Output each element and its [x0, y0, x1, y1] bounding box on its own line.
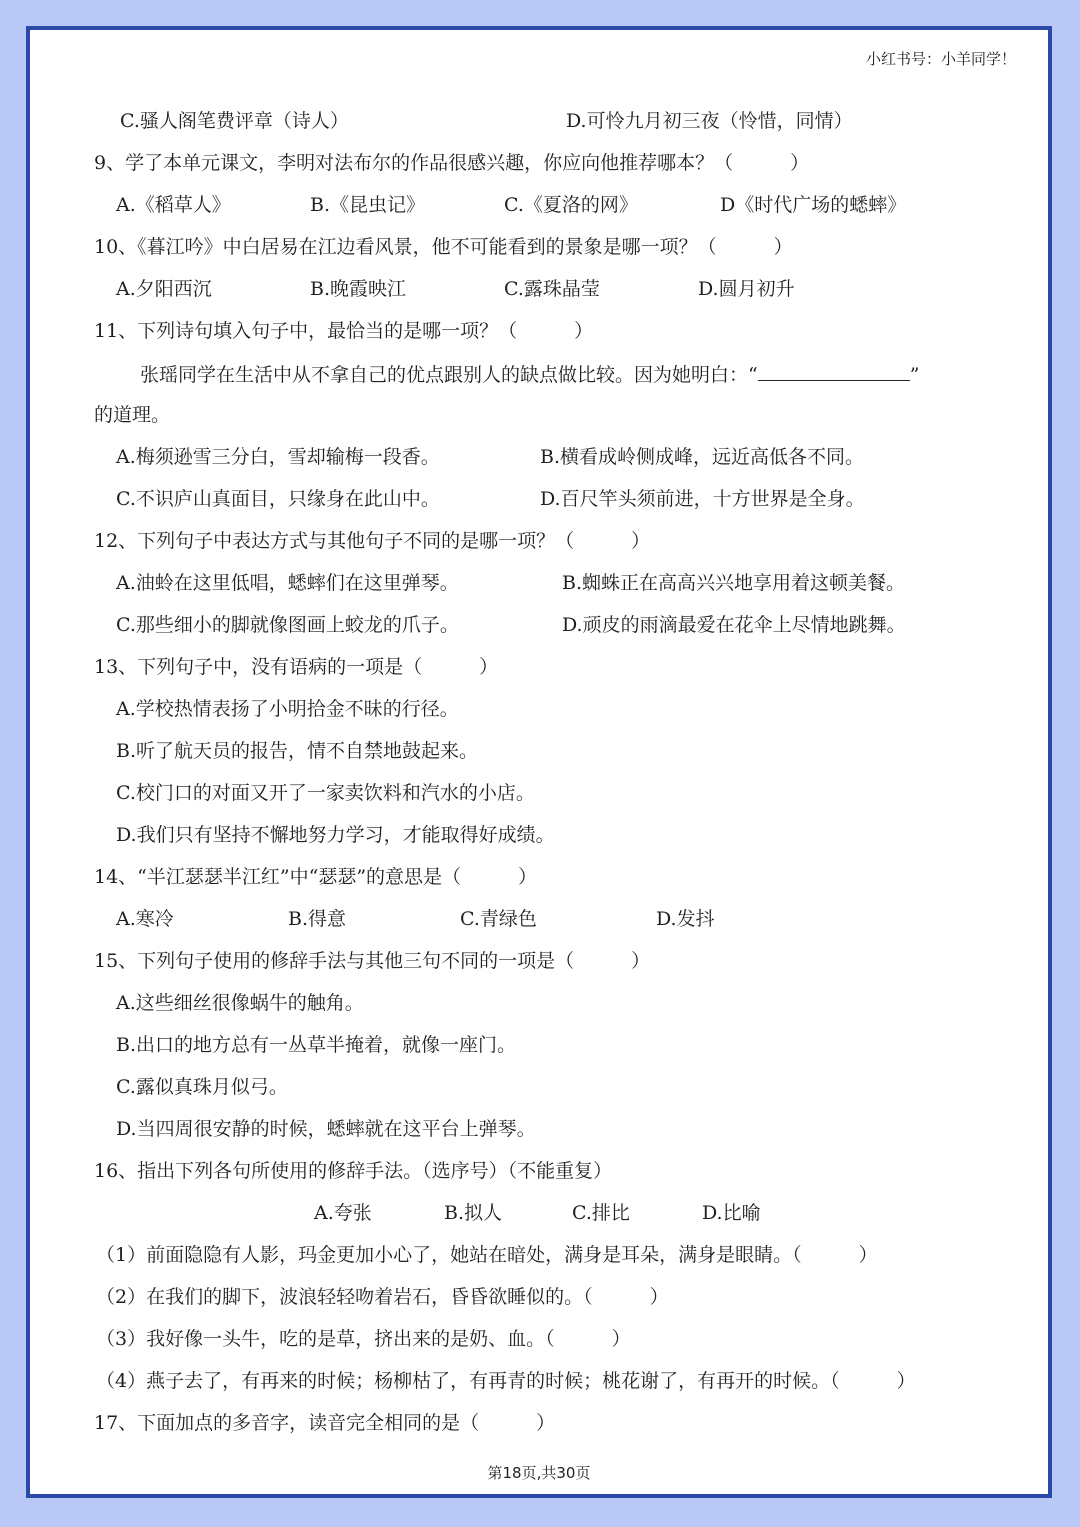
q16-item-4: （4）燕子去了，有再来的时候；杨柳枯了，有再青的时候；桃花谢了，有再开的时候。（ ）: [96, 1370, 916, 1392]
q10-option-c: C.露珠晶莹: [504, 278, 600, 300]
q11-option-d: D.百尺竿头须前进，十方世界是全身。: [540, 488, 865, 510]
q12-option-a: A.油蛉在这里低唱，蟋蟀们在这里弹琴。: [116, 572, 459, 594]
q8-option-c: C.骚人阁笔费评章（诗人）: [120, 110, 349, 132]
q11-context-line: [140, 360, 919, 388]
q9-option-c: C.《夏洛的网》: [504, 194, 638, 216]
q16-choice-d: D.比喻: [702, 1202, 761, 1224]
q14-option-a: A.寒冷: [116, 908, 174, 930]
q13-stem: 13、下列句子中，没有语病的一项是（ ）: [94, 656, 499, 678]
q16-item-3: （3）我好像一头牛，吃的是草，挤出来的是奶、血。（ ）: [96, 1328, 631, 1350]
q8-option-d: D.可怜九月初三夜（怜惜，同情）: [566, 110, 853, 132]
q17-stem: 17、下面加点的多音字，读音完全相同的是（ ）: [94, 1412, 556, 1434]
q9-option-a: A.《稻草人》: [116, 194, 231, 216]
q16-item-1: （1）前面隐隐有人影，玛金更加小心了，她站在暗处，满身是耳朵，满身是眼睛。（ ）: [96, 1244, 878, 1266]
q11-stem: 11、下列诗句填入句子中，最恰当的是哪一项？（ ）: [94, 320, 594, 342]
q10-option-a: A.夕阳西沉: [116, 278, 212, 300]
q14-option-c: C.青绿色: [460, 908, 537, 930]
q16-choice-b: B.拟人: [444, 1202, 503, 1224]
header-note: 小红书号：小羊同学！: [865, 50, 1016, 68]
q14-stem: 14、“半江瑟瑟半江红”中“瑟瑟”的意思是（ ）: [94, 866, 538, 888]
q11-option-c: C.不识庐山真面目，只缘身在此山中。: [116, 488, 440, 510]
q15-option-c: C.露似真珠月似弓。: [116, 1076, 288, 1098]
q12-option-d: D.顽皮的雨滴最爱在花伞上尽情地跳舞。: [562, 614, 906, 636]
q12-option-b: B.蜘蛛正在高高兴兴地享用着这顿美餐。: [562, 572, 906, 594]
q16-item-2: （2）在我们的脚下，波浪轻轻吻着岩石，昏昏欲睡似的。（ ）: [96, 1286, 669, 1308]
document-page: [26, 26, 1052, 1498]
q11-option-b: B.横看成岭侧成峰，远近高低各不同。: [540, 446, 865, 468]
q13-option-d: D.我们只有坚持不懈地努力学习，才能取得好成绩。: [116, 824, 555, 846]
q12-option-c: C.那些细小的脚就像图画上蛟龙的爪子。: [116, 614, 459, 636]
q14-option-b: B.得意: [288, 908, 347, 930]
q10-stem: 10、《暮江吟》中白居易在江边看风景，他不可能看到的景象是哪一项？（ ）: [94, 236, 793, 258]
q16-stem: 16、指出下列各句所使用的修辞手法。（选序号）（不能重复）: [94, 1160, 613, 1182]
q10-option-b: B.晚霞映江: [310, 278, 407, 300]
q13-option-b: B.听了航天员的报告，情不自禁地鼓起来。: [116, 740, 479, 762]
q11-answer-blank[interactable]: [758, 360, 910, 381]
q16-choice-c: C.排比: [572, 1202, 630, 1224]
q15-option-a: A.这些细丝很像蜗牛的触角。: [116, 992, 364, 1014]
q15-option-d: D.当四周很安静的时候，蟋蟀就在这平台上弹琴。: [116, 1118, 536, 1140]
q12-stem: 12、下列句子中表达方式与其他句子不同的是哪一项？（ ）: [94, 530, 651, 552]
q16-choice-a: A.夸张: [314, 1202, 372, 1224]
q13-option-a: A.学校热情表扬了小明拾金不昧的行径。: [116, 698, 459, 720]
q9-stem: 9、学了本单元课文，李明对法布尔的作品很感兴趣，你应向他推荐哪本？（ ）: [94, 152, 810, 174]
q11-option-a: A.梅须逊雪三分白，雪却输梅一段香。: [116, 446, 440, 468]
q11-context-end: 的道理。: [94, 404, 171, 426]
q11-context-close: ”: [909, 364, 920, 386]
q9-option-d: D《时代广场的蟋蟀》: [720, 194, 907, 216]
q15-option-b: B.出口的地方总有一丛草半掩着，就像一座门。: [116, 1034, 517, 1056]
q10-option-d: D.圆月初升: [698, 278, 795, 300]
q13-option-c: C.校门口的对面又开了一家卖饮料和汽水的小店。: [116, 782, 535, 804]
q15-stem: 15、下列句子使用的修辞手法与其他三句不同的一项是（ ）: [94, 950, 651, 972]
q9-option-b: B.《昆虫记》: [310, 194, 426, 216]
page-footer: 第18页,共30页: [487, 1464, 591, 1482]
q14-option-d: D.发抖: [656, 908, 715, 930]
q11-context-text: 张瑶同学在生活中从不拿自己的优点跟别人的缺点做比较。因为她明白：“: [140, 364, 758, 386]
